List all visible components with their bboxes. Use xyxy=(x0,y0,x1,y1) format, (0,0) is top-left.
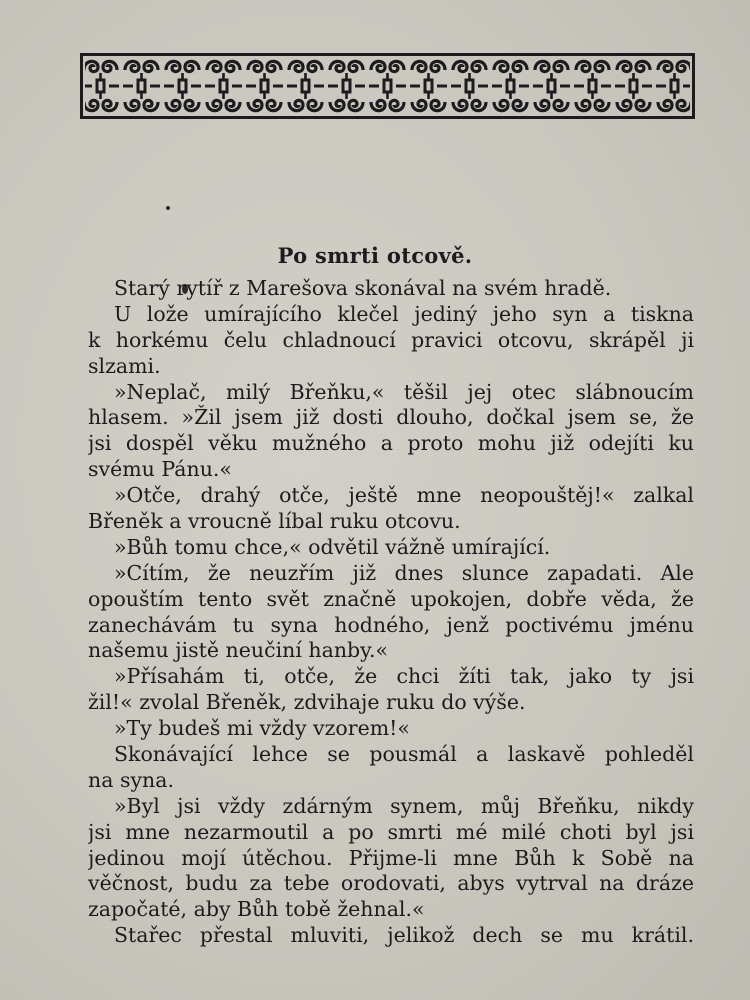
text-line: Břeněk a vroucně líbal ruku otcovu. xyxy=(88,509,461,534)
text-line: jsi dospěl věku mužného a proto mohu již odejíti ku xyxy=(88,431,694,456)
text-line: věčnost, budu za tebe orodovati, abys vytrval na dráze xyxy=(88,871,694,896)
text-line: U lože umírajícího klečel jediný jeho syn a tiskna xyxy=(114,301,694,326)
text-line: »Přísahám ti, otče, že chci žíti tak, jako ty jsi xyxy=(114,664,694,689)
text-line: slzami. xyxy=(88,353,161,378)
text-line: »Bůh tomu chce,« odvětil vážně umírající. xyxy=(114,534,551,559)
text-line: jedinou mojí útěchou. Přijme-li mne Bůh k Sobě na xyxy=(88,845,694,870)
text-line: »Cítím, že neuzřím již dnes slunce zapadati. Ale xyxy=(114,560,694,585)
text-line: opouštím tento svět značně upokojen, dobře věda, že xyxy=(88,586,694,611)
text-line: Stařec přestal mluviti, jelikož dech se mu krátil. xyxy=(114,923,694,948)
text-line: »Ty budeš mi vždy vzorem!« xyxy=(114,716,410,741)
chapter-body xyxy=(88,276,694,949)
text-line: svému Pánu.« xyxy=(88,457,232,482)
text-line: Starý rytíř z Marešova skonával na svém hradě. xyxy=(114,276,612,300)
text-line: »Otče, drahý otče, ještě mne neopouštěj!« zalkal xyxy=(114,483,694,508)
text-line: Skonávající lehce se pousmál a laskavě pohleděl xyxy=(114,742,694,767)
text-line: k horkému čelu chladnoucí pravici otcovu, skrápěl ji xyxy=(88,327,694,352)
text-line: našemu jistě neučiní hanby.« xyxy=(88,638,389,663)
text-line: zanechávám tu syna hodného, jenž poctivému jménu xyxy=(88,612,694,637)
text-line: žil!« zvolal Břeněk, zdvihaje ruku do výše. xyxy=(88,690,526,715)
text-line: »Byl jsi vždy zdárným synem, můj Břeňku, nikdy xyxy=(114,793,694,818)
ink-speck xyxy=(166,206,170,210)
text-line: započaté, aby Bůh tobě žehnal.« xyxy=(88,897,425,922)
text-line: hlasem. »Žil jsem již dosti dlouho, dočkal jsem se, že xyxy=(88,405,694,430)
decorative-ornament-band xyxy=(80,53,695,119)
chapter-title: Po smrti otcově. xyxy=(277,243,473,268)
text-line: na syna. xyxy=(88,767,174,792)
text-line: jsi mne nezarmoutil a po smrti mé milé choti byl jsi xyxy=(88,819,694,844)
text-line: »Neplač, milý Břeňku,« těšil jej otec slábnoucím xyxy=(114,379,694,404)
